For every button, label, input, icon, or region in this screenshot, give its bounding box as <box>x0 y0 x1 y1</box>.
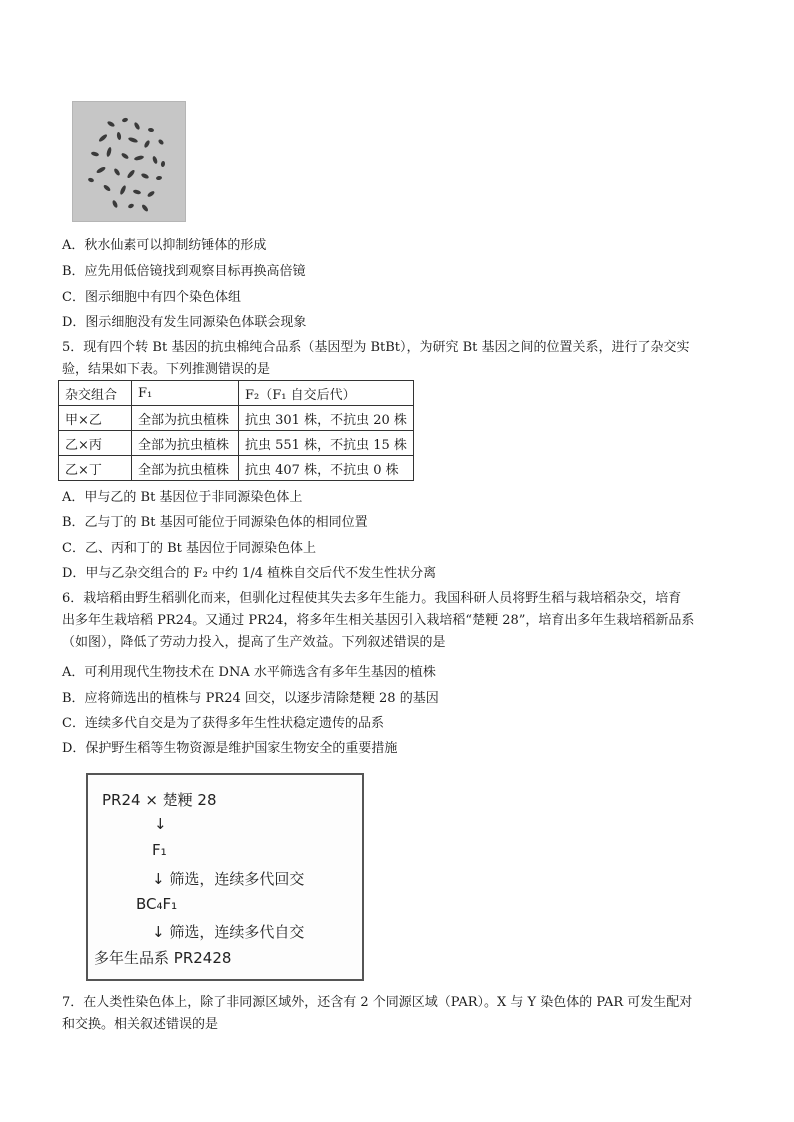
table-row <box>59 456 414 481</box>
q6-option-a: A．可利用现代生物技术在 DNA 水平筛选含有多年生基因的植株 <box>62 665 436 680</box>
flow-bc4f1: BC₄F₁ <box>136 895 178 913</box>
flow-step-backcross: ↓ 筛选，连续多代回交 <box>152 870 305 888</box>
q4-option-c: C．图示细胞中有四个染色体组 <box>62 290 241 305</box>
table-cell: 乙×丁 <box>59 456 132 481</box>
table-header-cell: F₁ <box>132 381 239 406</box>
flow-step-selfing: ↓ 筛选，连续多代自交 <box>152 923 305 941</box>
q5-option-b: B．乙与丁的 Bt 基因可能位于同源染色体的相同位置 <box>62 515 368 530</box>
table-cell: 甲×乙 <box>59 406 132 431</box>
table-cell: 全部为抗虫植株 <box>132 431 239 456</box>
table-row <box>59 431 414 456</box>
table-header-cell: F₂（F₁ 自交后代） <box>239 381 414 406</box>
table-header-row <box>59 381 414 406</box>
chromosome-spread-image <box>73 102 185 221</box>
flow-f1: F₁ <box>152 841 167 859</box>
table-row <box>59 406 414 431</box>
q5-stem-line2: 验，结果如下表。下列推测错误的是 <box>62 362 271 377</box>
flow-arrow-down-icon: ↓ <box>154 815 167 833</box>
table-header-cell: 杂交组合 <box>59 381 132 406</box>
q7-stem-line2: 和交换。相关叙述错误的是 <box>62 1017 219 1032</box>
q4-option-b: B．应先用低倍镜找到观察目标再换高倍镜 <box>62 264 306 279</box>
table-cell: 乙×丙 <box>59 431 132 456</box>
breeding-flow-diagram <box>86 773 364 981</box>
q5-option-d: D．甲与乙杂交组合的 F₂ 中约 1/4 植株自交后代不发生性状分离 <box>62 566 437 581</box>
q6-stem-line1: 6．栽培稻由野生稻驯化而来，但驯化过程使其失去多年生能力。我国科研人员将野生稻与栽培稻杂交，培育 <box>62 591 682 606</box>
q6-stem-line3: （如图），降低了劳动力投入，提高了生产效益。下列叙述错误的是 <box>62 635 446 650</box>
q6-option-b: B．应将筛选出的植株与 PR24 回交，以逐步清除楚粳 28 的基因 <box>62 691 439 706</box>
flow-result: 多年生品系 PR2428 <box>94 949 232 967</box>
q4-option-d: D．图示细胞没有发生同源染色体联会现象 <box>62 315 307 330</box>
table-cell: 全部为抗虫植株 <box>132 406 239 431</box>
q5-option-a: A．甲与乙的 Bt 基因位于非同源染色体上 <box>62 490 303 505</box>
chromosome-micrograph <box>72 101 186 222</box>
q6-option-c: C．连续多代自交是为了获得多年生性状稳定遗传的品系 <box>62 716 384 731</box>
q7-stem-line1: 7．在人类性染色体上，除了非同源区域外，还含有 2 个同源区域（PAR）。X 与 Y 染色体的 PAR 可发生配对 <box>62 995 693 1010</box>
q4-option-a: A．秋水仙素可以抑制纺锤体的形成 <box>62 238 267 253</box>
table-cell: 抗虫 551 株，不抗虫 15 株 <box>239 431 414 456</box>
q5-option-c: C．乙、丙和丁的 Bt 基因位于同源染色体上 <box>62 541 316 556</box>
q6-option-d: D．保护野生稻等生物资源是维护国家生物安全的重要措施 <box>62 741 398 756</box>
cross-results-table <box>58 380 414 481</box>
table-cell: 抗虫 407 株，不抗虫 0 株 <box>239 456 414 481</box>
table-cell: 抗虫 301 株，不抗虫 20 株 <box>239 406 414 431</box>
q6-stem-line2: 出多年生栽培稻 PR24。又通过 PR24，将多年生相关基因引入栽培稻“楚粳 28”，培育出多年生栽培稻新品系 <box>62 613 695 628</box>
table-cell: 全部为抗虫植株 <box>132 456 239 481</box>
flow-cross-parents: PR24 × 楚粳 28 <box>102 791 217 809</box>
q5-stem-line1: 5．现有四个转 Bt 基因的抗虫棉纯合品系（基因型为 BtBt），为研究 Bt 基因之间的位置关系，进行了杂交实 <box>62 340 690 355</box>
